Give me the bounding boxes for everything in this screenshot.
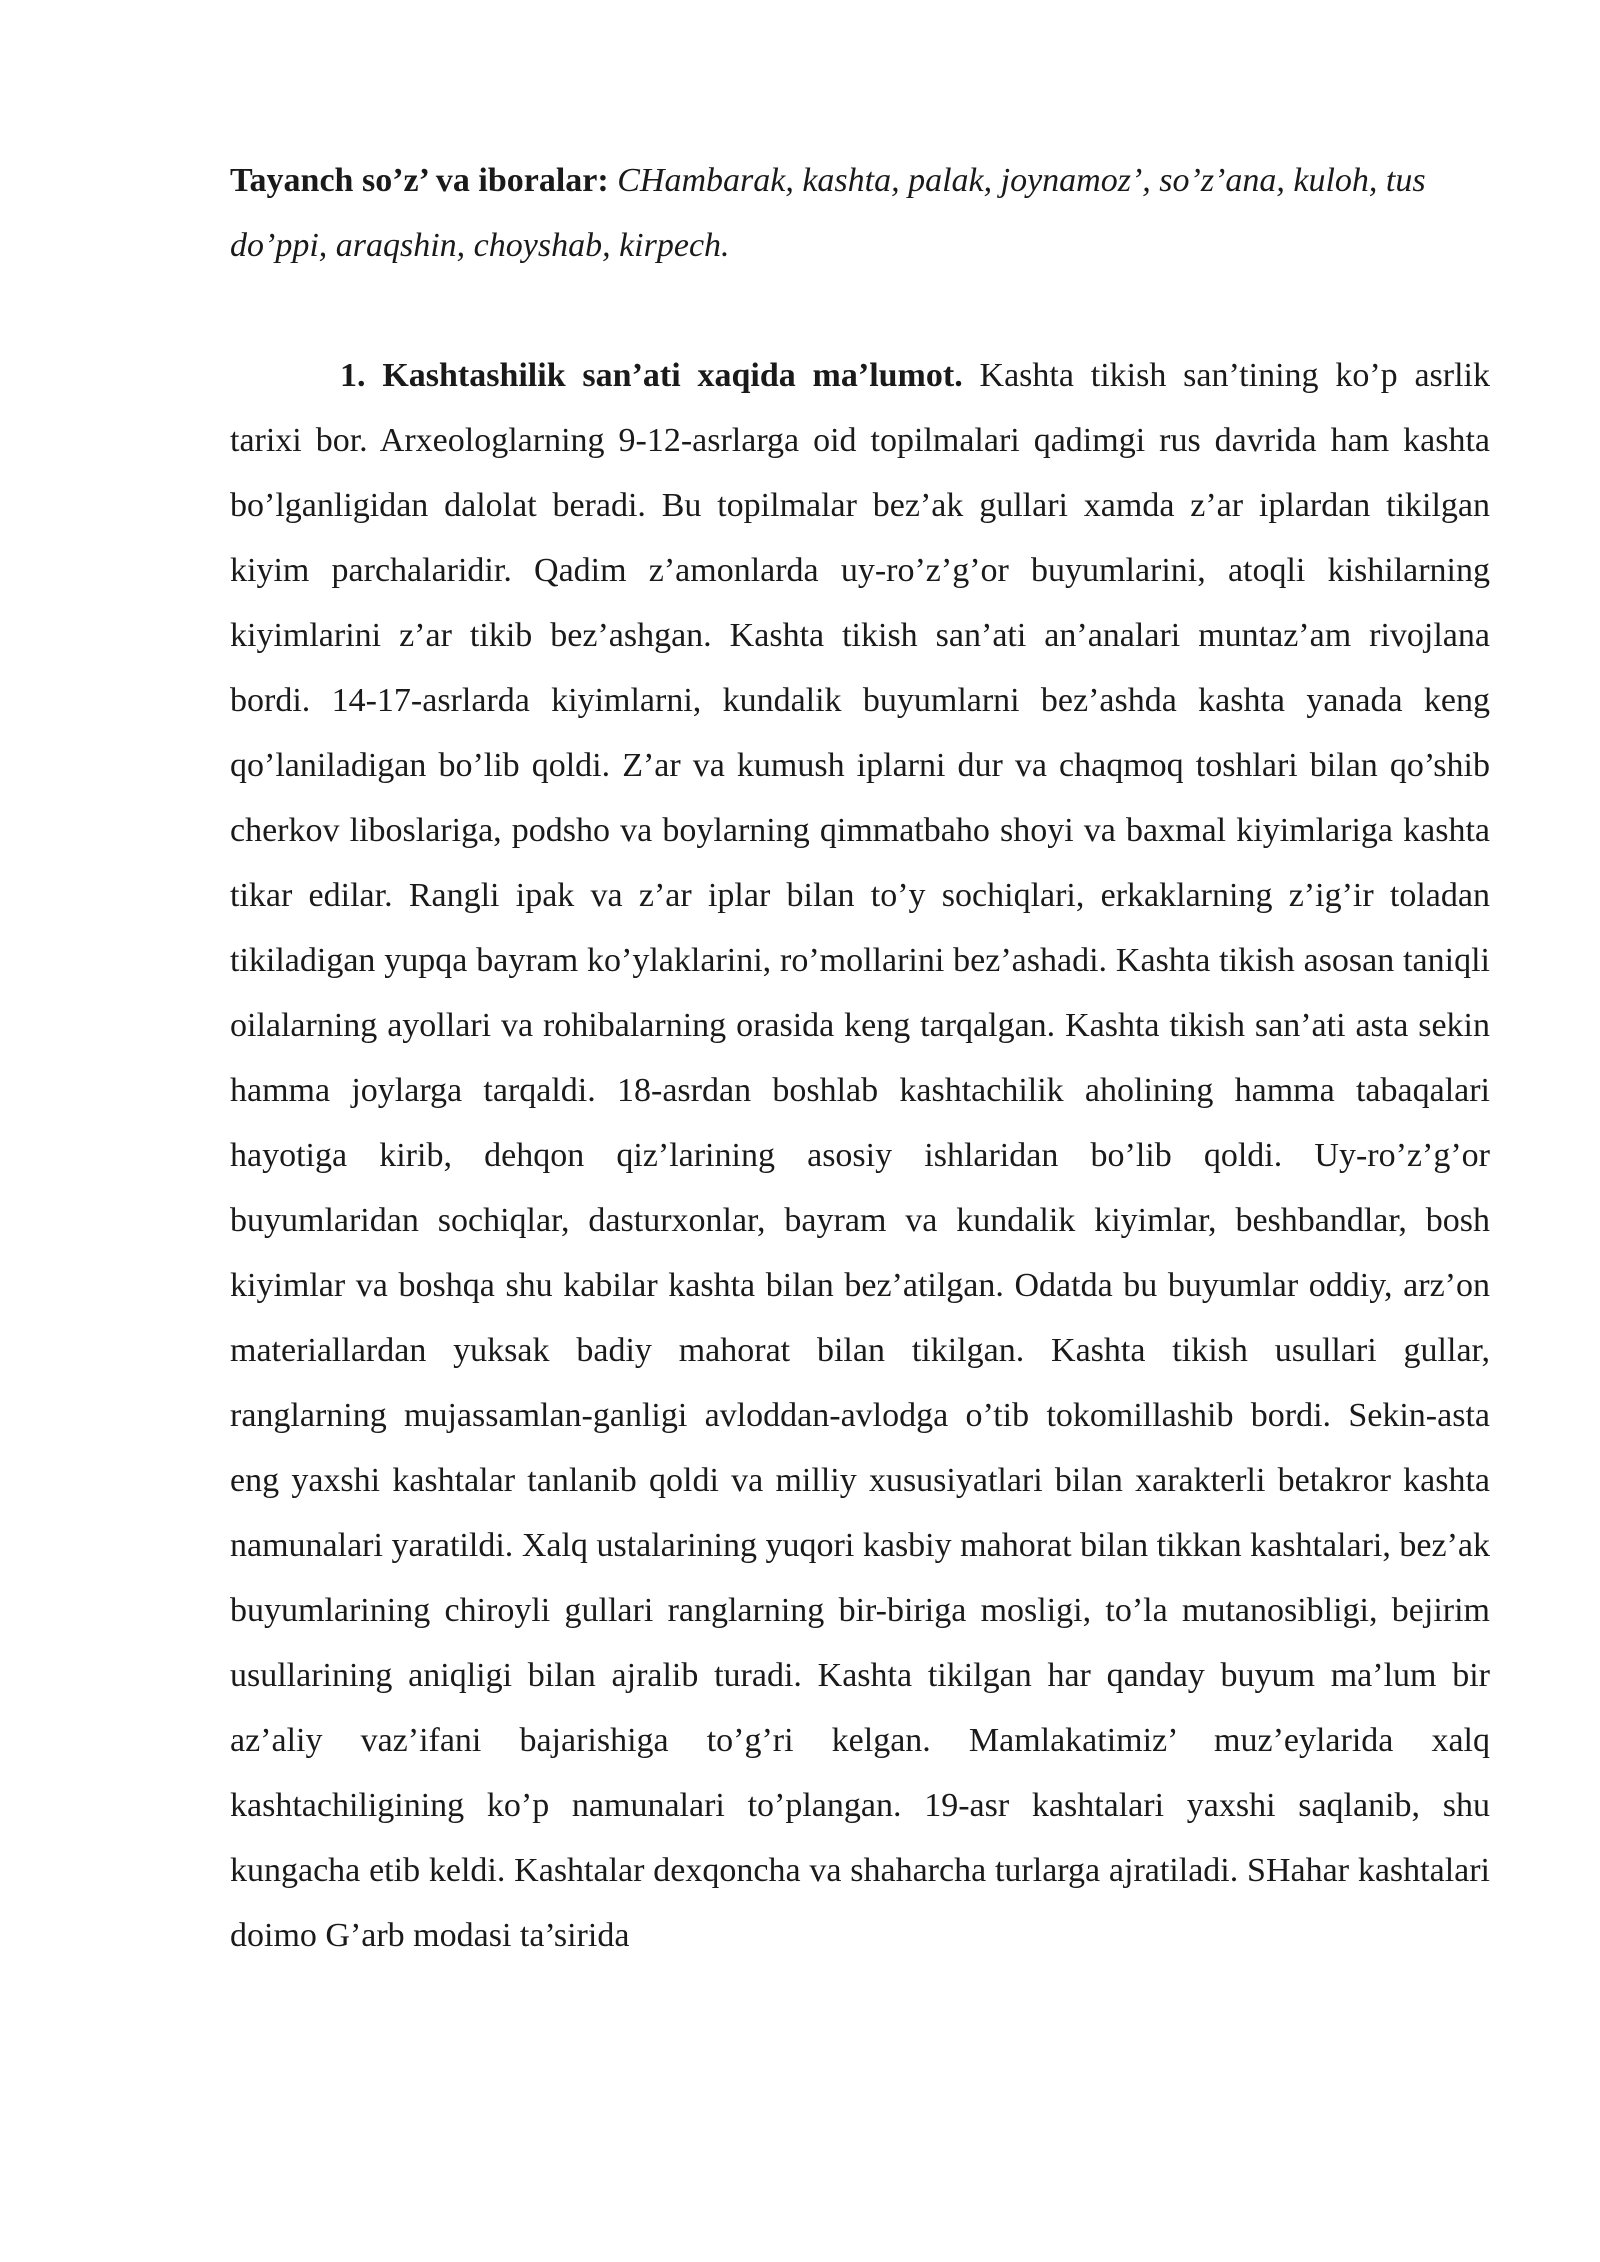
section-body: Kashta tikish san’tining ko’p asrlik tarixi bor. Arxeologlarning 9-12-asrlarga oid topilmalari qadimgi rus davrida ham kashta bo’lganligidan dalolat beradi. Bu topilmalar bez’ak gullari xamda z’ar iplardan tikilgan kiyim parchalaridir. Qadim z’amonlarda uy-ro’z’g’or buyumlarini, atoqli kishilarning kiyimlarini z’ar tikib bez’ashgan. Kashta tikish san’ati an’analari muntaz’am rivojlana bordi. 14-17-asrlarda kiyimlarni, kundalik buyumlarni bez’ashda kashta yanada keng qo’laniladigan bo’lib qoldi. Z’ar va kumush iplarni dur va chaqmoq toshlari bilan qo’shib cherkov liboslariga, podsho va boylarning qimmatbaho shoyi va baxmal kiyimlariga kashta tikar edilar. Rangli ipak va z’ar iplar bilan to’y sochiqlari, erkaklarning z’ig’ir toladan tikiladigan yupqa bayram ko’ylaklarini, ro’mollarini bez’ashadi. Kashta tikish asosan taniqli oilalarning ayollari va rohibalarning orasida keng tarqalgan. Kashta tikish san’ati asta sekin hamma joylarga tarqaldi. 18-asrdan boshlab kashtachilik aholining hamma tabaqalari hayotiga kirib, dehqon qiz’larining asosiy ishlaridan bo’lib qoldi. Uy-ro’z’g’or buyumlaridan sochiqlar, dasturxonlar, bayram va kundalik kiyimlar, beshbandlar, bosh kiyimlar va boshqa shu kabilar kashta bilan bez’atilgan. Odatda bu buyumlar oddiy, arz’on materiallardan yuksak badiy mahorat bilan tikilgan. Kashta tikish usullari gullar, ranglarning mujassamlan-ganligi avloddan-avlodga o’tib tokomillashib bordi. Sekin-asta eng yaxshi kashtalar tanlanib qoldi va milliy xususiyatlari bilan xarakterli betakror kashta namunalari yaratildi. Xalq ustalarining yuqori kasbiy mahorat bilan tikkan kashtalari, bez’ak buyumlarining chiroyli gullari ranglarning bir-biriga mosligi, to’la mutanosibligi, bejirim usullarining aniqligi bilan ajralib turadi. Kashta tikilgan har qanday buyum ma’lum bir az’aliy vaz’ifani bajarishiga to’g’ri kelgan. Mamlakatimiz’ muz’eylarida xalq kashtachiligining ko’p namunalari to’plangan. 19-asr kashtalari yaxshi saqlanib, shu kungacha etib keldi. Kashtalar dexqoncha va shaharcha turlarga ajratiladi. SHahar kashtalari doimo G’arb modasi ta’sirida [230, 357, 1491, 1954]
keywords-list: CHambarak, kashta, palak, joynamoz’, so’z’ana, kuloh, tus do’ppi, araqshin, choyshab, kirpech. [230, 162, 1426, 264]
keywords-paragraph [230, 148, 1490, 278]
section-paragraph [230, 343, 1490, 1968]
section-heading: 1. Kashtashilik san’ati xaqida ma’lumot. [340, 357, 963, 394]
document-page [230, 148, 1490, 2002]
keywords-label: Tayanch so’z’ va iboralar: [230, 162, 609, 199]
